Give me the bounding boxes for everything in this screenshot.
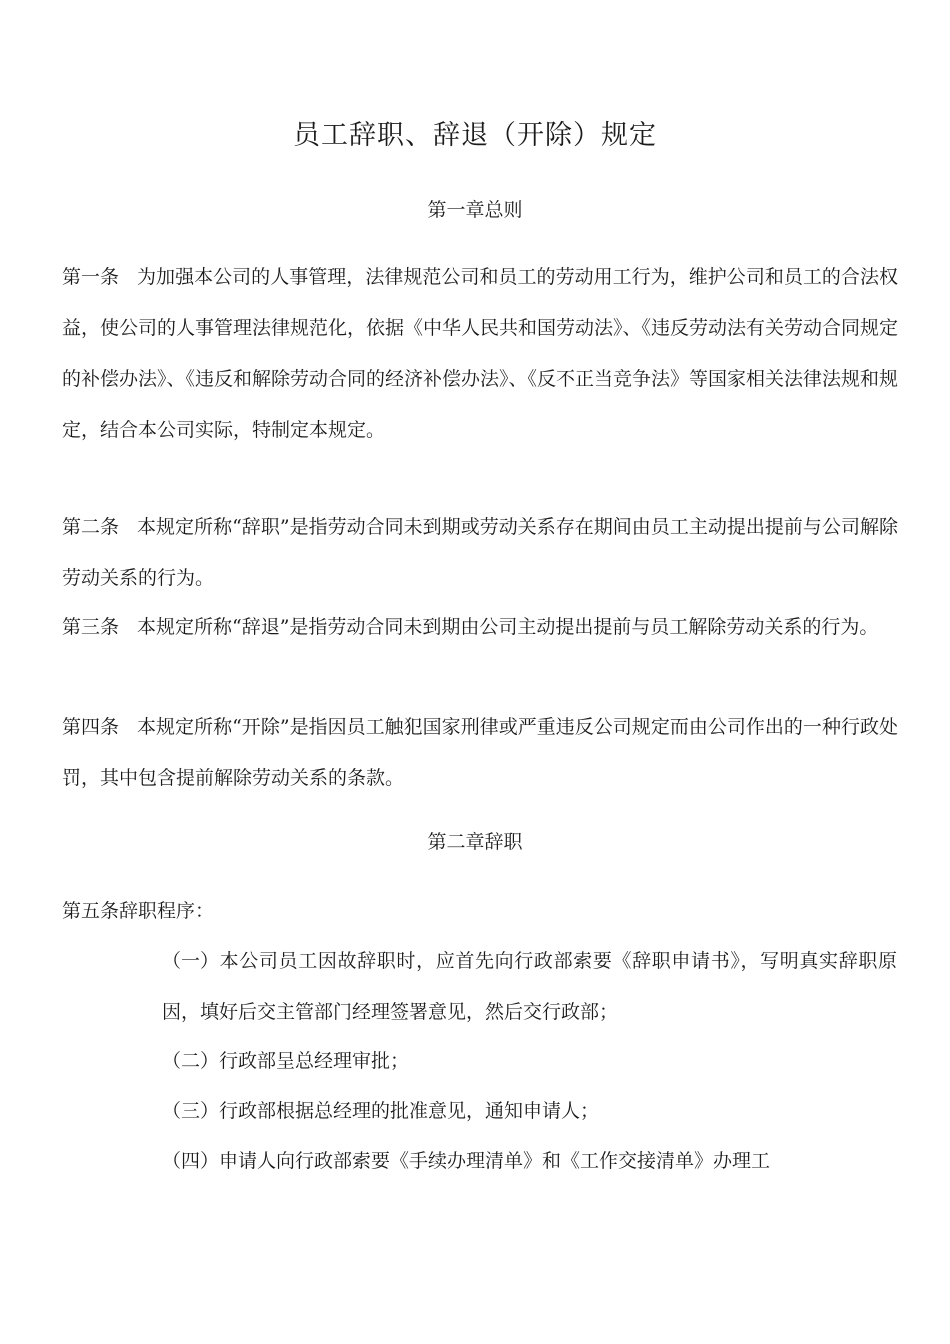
chapter-heading-1: 第一章总则 bbox=[427, 199, 523, 221]
article-text: 本规定所称“辞职”是指劳动合同未到期或劳动关系存在期间由员工主动提出提前与公司解除劳动关系的行为。 bbox=[62, 516, 898, 589]
article-label: 第二条 bbox=[62, 516, 120, 538]
procedure-item-4 bbox=[162, 1136, 897, 1187]
article-text: 本规定所称“开除”是指因员工触犯国家刑律或严重违反公司规定而由公司作出的一种行政处罚，其中包含提前解除劳动关系的条款。 bbox=[62, 716, 898, 789]
item-number: （四） bbox=[162, 1150, 220, 1172]
article-label: 第一条 bbox=[62, 266, 120, 288]
item-text: 本公司员工因故辞职时，应首先向行政部索要《辞职申请书》，写明真实辞职原因，填好后交主管部门经理签署意见，然后交行政部； bbox=[162, 950, 897, 1023]
item-text: 申请人向行政部索要《手续办理清单》和《工作交接清单》办理工 bbox=[219, 1150, 771, 1172]
article-label: 第四条 bbox=[62, 716, 120, 738]
procedure-item-1 bbox=[162, 936, 897, 1038]
chapter-heading-2: 第二章辞职 bbox=[427, 831, 523, 853]
article-text: 为加强本公司的人事管理，法律规范公司和员工的劳动用工行为，维护公司和员工的合法权益，使公司的人事管理法律规范化，依据《中华人民共和国劳动法》、《违反劳动法有关劳动合同规定的补偿办法》、《违反和解除劳动合同的经济补偿办法》、《反不正当竞争法》等国家相关法律法规和规定，结合本公司实际，特制定本规定。 bbox=[62, 266, 899, 441]
procedure-item-3 bbox=[162, 1086, 897, 1137]
article-3 bbox=[62, 602, 898, 653]
item-number: （一） bbox=[162, 950, 220, 972]
article-4 bbox=[62, 702, 898, 804]
item-number: （二） bbox=[162, 1050, 220, 1072]
item-text: 行政部根据总经理的批准意见，通知申请人； bbox=[219, 1100, 600, 1122]
item-number: （三） bbox=[162, 1100, 220, 1122]
article-2 bbox=[62, 502, 898, 604]
document-title: 员工辞职、辞退（开除）规定 bbox=[293, 120, 657, 151]
item-text: 行政部呈总经理审批； bbox=[219, 1050, 410, 1072]
procedure-item-2 bbox=[162, 1036, 897, 1087]
article-text: 本规定所称“辞退”是指劳动合同未到期由公司主动提出提前与员工解除劳动关系的行为。 bbox=[137, 616, 879, 638]
article-1 bbox=[62, 252, 898, 456]
article-label: 第三条 bbox=[62, 616, 120, 638]
article-5-heading: 第五条辞职程序： bbox=[62, 900, 215, 922]
